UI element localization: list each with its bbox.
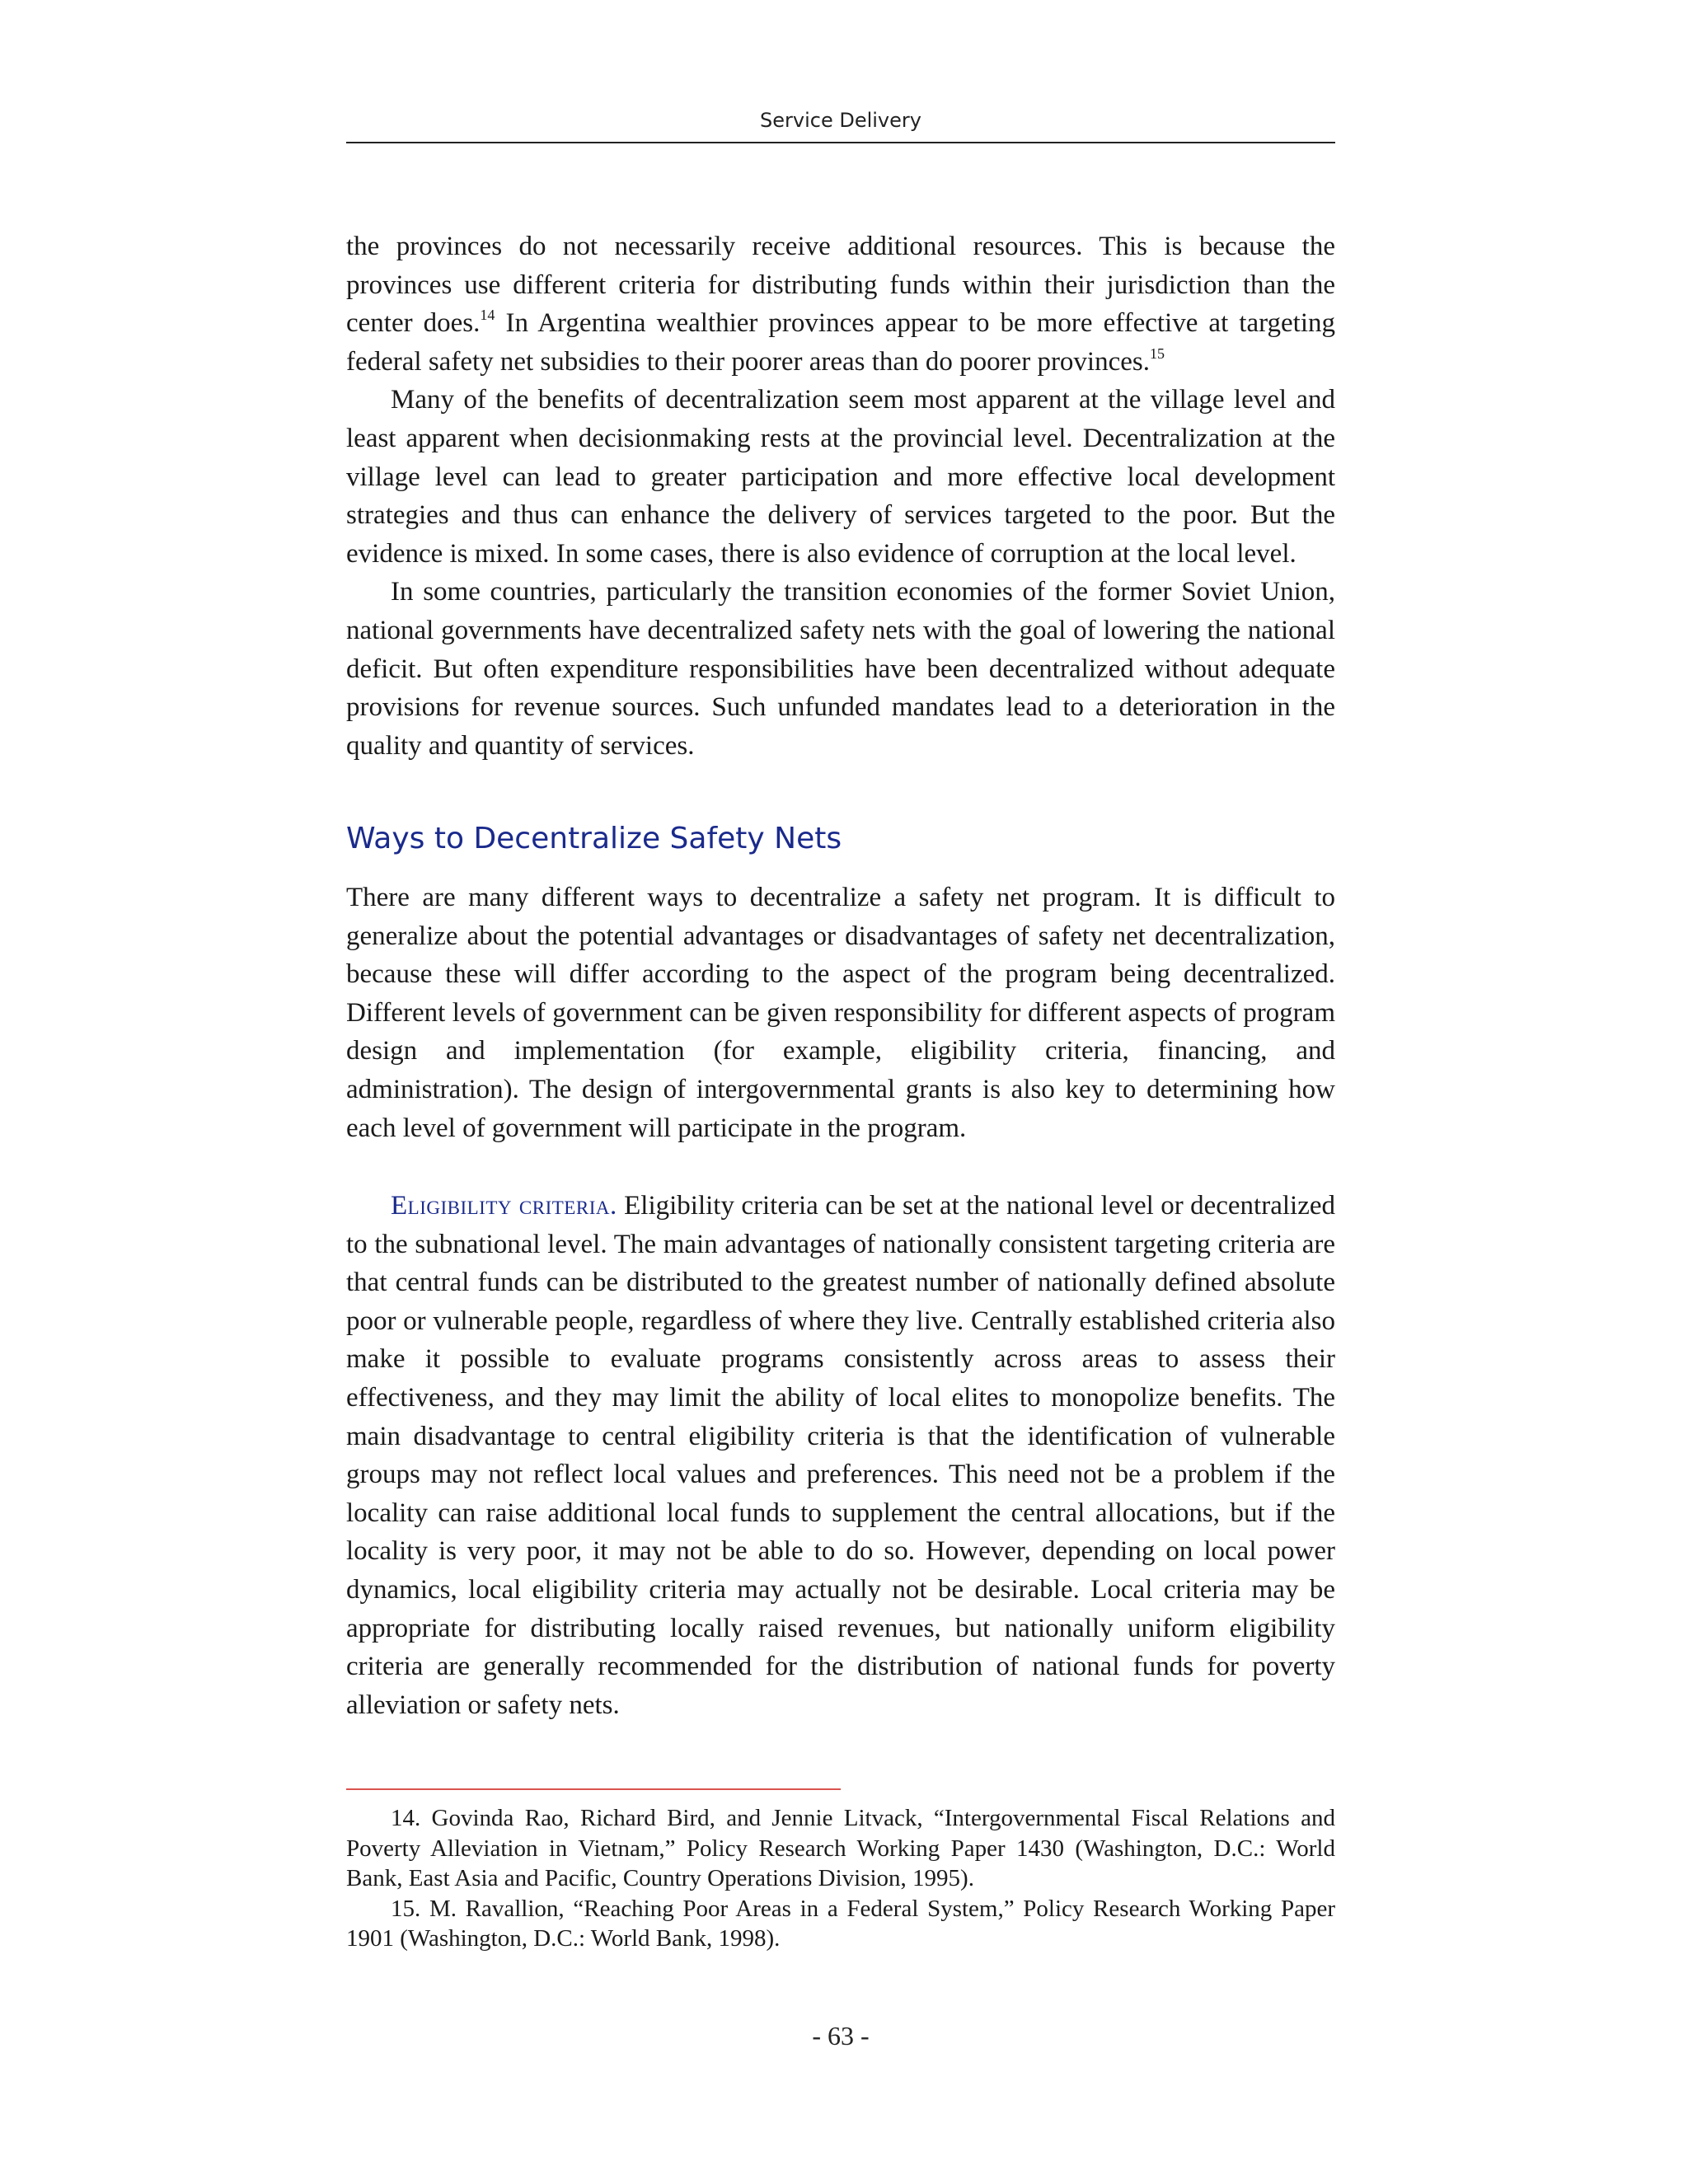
footnote-ref-14: 14 bbox=[480, 307, 495, 324]
paragraph-transition-economies: In some countries, particularly the transition economies of the former Soviet Union, national governments have decentralized safety nets with the goal of lowering the national deficit. But often expenditure responsibilities have been decentralized without adequate provisions for revenue sources. Such unfunded mandates lead to a deterioration in the quality and quantity of services. bbox=[346, 577, 1335, 761]
body-text-section bbox=[346, 879, 1335, 1147]
eligibility-text: Eligibility criteria can be set at the national level or decentralized to the subnational level. The main advantages of nationally consistent targeting criteria are that central funds can be distributed to the greatest number of nationally defined absolute poor or vulnerable people, regardless of where they live. Centrally established criteria also make it possible to evaluate programs consistently across areas to assess their effectiveness, and they may limit the ability of local elites to monopolize benefits. The main disadvantage to central eligibility criteria is that the identification of vulnerable groups may not reflect local values and preferences. This need not be a problem if the locality can raise additional local funds to supplement the central allocations, but if the locality is very poor, it may not be able to do so. However, depending on local power dynamics, local eligibility criteria may actually not be desirable. Local criteria may be appropriate for distributing locally raised revenues, but nationally uniform eligibility criteria are generally recommended for the distribution of national funds for poverty alleviation or safety nets. bbox=[346, 1191, 1335, 1720]
footnotes bbox=[346, 1803, 1335, 1954]
paragraph-village-level: Many of the benefits of decentralization seem most apparent at the village level and least apparent when decisionmaking rests at the provincial level. Decentralization at the village level can lead to greater participation and more effective local development strategies and thus can enhance the delivery of services targeted to the poor. But the evidence is mixed. In some cases, there is also evidence of corruption at the local level. bbox=[346, 385, 1335, 569]
paragraph-provinces-text: the provinces do not necessarily receive additional resources. This is because the provinces use different criteria for distributing funds within their jurisdiction than the center does. bbox=[346, 232, 1335, 339]
eligibility-runin-heading: Eligibility criteria. bbox=[391, 1191, 617, 1221]
body-text-top bbox=[346, 227, 1335, 765]
footnote-15: 15. M. Ravallion, “Reaching Poor Areas in a Federal System,” Policy Research Working Paper 1901 (Washington, D.C.: World Bank, 1998). bbox=[346, 1895, 1335, 1952]
running-header: Service Delivery bbox=[760, 109, 921, 132]
footnote-rule bbox=[346, 1788, 841, 1790]
section-heading: Ways to Decentralize Safety Nets bbox=[346, 822, 842, 855]
header-rule bbox=[346, 142, 1335, 143]
paragraph-provinces-text-cont: In Argentina wealthier provinces appear to be more effective at targeting federal safety net subsidies to their poorer areas than do poorer provinces. bbox=[346, 308, 1336, 377]
footnote-ref-15: 15 bbox=[1149, 344, 1165, 362]
paragraph-provinces bbox=[346, 227, 1335, 381]
page-number: - 63 - bbox=[812, 2021, 870, 2050]
footnote-14: 14. Govinda Rao, Richard Bird, and Jennie Litvack, “Intergovernmental Fiscal Relations and Poverty Alleviation in Vietnam,” Policy Research Working Paper 1430 (Washington, D.C.: World Bank, East Asia and Pacific, Country Operations Division, 1995). bbox=[346, 1805, 1335, 1891]
paragraph-eligibility bbox=[346, 1187, 1335, 1724]
body-text-eligibility bbox=[346, 1187, 1335, 1724]
paragraph-section-intro: There are many different ways to decentralize a safety net program. It is difficult to generalize about the potential advantages or disadvantages of safety net decentralization, because these will differ according to the aspect of the program being decentralized. Different levels of government can be given responsibility for different aspects of program design and implementation (for example, eligibility criteria, financing, and administration). The design of intergovernmental grants is also key to determining how each level of government will participate in the program. bbox=[346, 883, 1335, 1143]
